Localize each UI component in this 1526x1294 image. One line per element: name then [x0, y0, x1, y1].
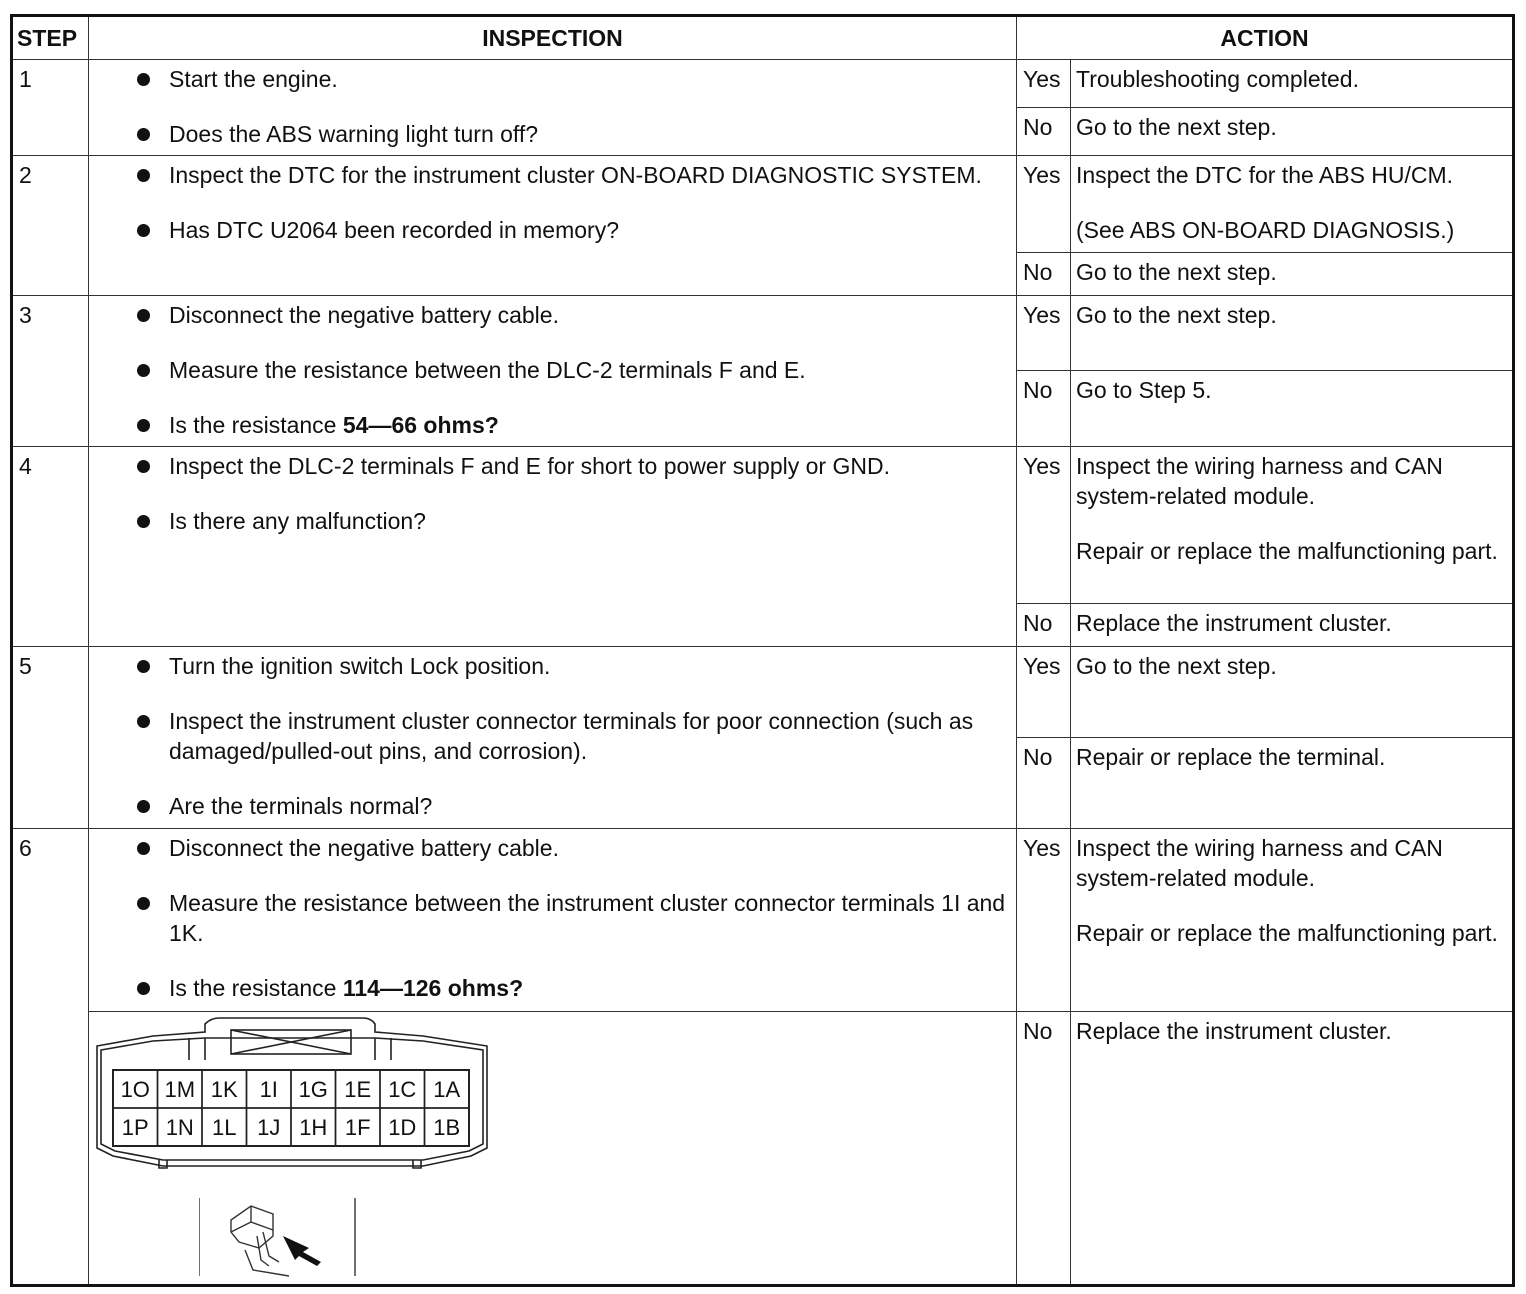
header-row — [12, 16, 1514, 60]
bullet-text: Is the resistance — [169, 412, 343, 438]
connector-diagram-cell — [89, 1012, 1017, 1286]
connector-face-diagram — [93, 1016, 493, 1176]
terminal-label: 1N — [165, 1115, 194, 1140]
terminal-label: 1H — [299, 1115, 328, 1140]
inspection-bullet: Inspect the DTC for the instrument cluster ON-BOARD DIAGNOSTIC SYSTEM. — [169, 160, 1016, 190]
no-action — [1071, 108, 1514, 156]
terminal-label: 1K — [210, 1077, 238, 1102]
action-text: (See ABS ON-BOARD DIAGNOSIS.) — [1076, 217, 1455, 243]
inspection-bullet — [169, 410, 1016, 440]
arrow-icon — [283, 1236, 321, 1266]
step-number: 1 — [12, 60, 89, 156]
step-4-yes-row — [12, 447, 1514, 604]
terminal-label: 1E — [344, 1077, 372, 1102]
yes-label: Yes — [1017, 156, 1071, 253]
yes-action — [1071, 156, 1514, 253]
terminal-label: 1G — [298, 1077, 328, 1102]
step-6-yes-row — [12, 829, 1514, 1012]
inspection-bullet: Are the terminals normal? — [169, 791, 1016, 821]
resistance-spec: 54—66 ohms? — [342, 412, 499, 438]
header-action: ACTION — [1017, 16, 1514, 60]
yes-label: Yes — [1017, 60, 1071, 108]
step-6-no-row — [12, 1012, 1514, 1286]
action-text: Go to the next step. — [1076, 302, 1277, 328]
yes-label: Yes — [1017, 829, 1071, 1012]
action-text: Repair or replace the terminal. — [1076, 744, 1386, 770]
yes-label: Yes — [1017, 447, 1071, 604]
yes-action — [1071, 296, 1514, 371]
no-label: No — [1017, 371, 1071, 447]
inspection-bullet — [169, 973, 1016, 1003]
terminal-label: 1I — [259, 1077, 278, 1102]
step-inspection — [89, 829, 1017, 1012]
step-3-yes-row — [12, 296, 1514, 371]
action-text: Repair or replace the malfunctioning part. — [1076, 920, 1498, 946]
terminal-label: 1B — [433, 1115, 461, 1140]
terminal-label: 1A — [433, 1077, 461, 1102]
header-inspection: INSPECTION — [89, 16, 1017, 60]
no-label: No — [1017, 1012, 1071, 1286]
step-number: 6 — [12, 829, 89, 1286]
terminal-label: 1C — [388, 1077, 417, 1102]
terminal-label: 1J — [257, 1115, 281, 1140]
yes-label: Yes — [1017, 296, 1071, 371]
step-5-yes-row — [12, 647, 1514, 738]
step-inspection — [89, 447, 1017, 647]
step-inspection — [89, 647, 1017, 829]
terminal-label: 1L — [212, 1115, 237, 1140]
action-text: Replace the instrument cluster. — [1076, 1018, 1392, 1044]
inspection-bullet: Measure the resistance between the DLC-2 terminals F and E. — [169, 355, 1016, 385]
terminal-label: 1D — [388, 1115, 417, 1140]
action-text: Inspect the DTC for the ABS HU/CM. — [1076, 162, 1454, 188]
terminal-detail-diagram — [199, 1196, 359, 1278]
inspection-bullet: Disconnect the negative battery cable. — [169, 833, 1016, 863]
troubleshooting-table — [10, 14, 1515, 1287]
no-label: No — [1017, 108, 1071, 156]
terminal-label: 1O — [120, 1077, 150, 1102]
action-text: Inspect the wiring harness and CAN system-related module. — [1076, 453, 1443, 509]
yes-action — [1071, 829, 1514, 1012]
action-text: Replace the instrument cluster. — [1076, 610, 1392, 636]
bullet-text: Is the resistance — [169, 975, 343, 1001]
inspection-bullet: Turn the ignition switch Lock position. — [169, 651, 1016, 681]
yes-action — [1071, 447, 1514, 604]
yes-action — [1071, 647, 1514, 738]
step-inspection — [89, 60, 1017, 156]
no-label: No — [1017, 738, 1071, 829]
action-text: Inspect the wiring harness and CAN system-related module. — [1076, 835, 1443, 891]
inspection-bullet: Has DTC U2064 been recorded in memory? — [169, 215, 1016, 245]
header-step: STEP — [12, 16, 89, 60]
action-text: Go to the next step. — [1076, 114, 1277, 140]
step-number: 4 — [12, 447, 89, 647]
terminal-label: 1M — [164, 1077, 196, 1102]
inspection-bullet: Measure the resistance between the instrument cluster connector terminals 1I and 1K. — [169, 888, 1016, 948]
action-text: Repair or replace the malfunctioning part. — [1076, 538, 1498, 564]
inspection-bullet: Start the engine. — [169, 64, 1016, 94]
inspection-bullet: Inspect the DLC-2 terminals F and E for short to power supply or GND. — [169, 451, 1016, 481]
action-text: Go to the next step. — [1076, 653, 1277, 679]
action-text: Troubleshooting completed. — [1076, 66, 1359, 92]
no-label: No — [1017, 604, 1071, 647]
no-action — [1071, 738, 1514, 829]
no-action — [1071, 371, 1514, 447]
step-number: 5 — [12, 647, 89, 829]
inspection-bullet: Disconnect the negative battery cable. — [169, 300, 1016, 330]
resistance-spec: 114—126 ohms? — [342, 975, 524, 1001]
terminal-label: 1F — [344, 1115, 371, 1140]
inspection-bullet: Does the ABS warning light turn off? — [169, 119, 1016, 149]
step-number: 3 — [12, 296, 89, 447]
step-2-yes-row — [12, 156, 1514, 253]
yes-action — [1071, 60, 1514, 108]
inspection-bullet: Is there any malfunction? — [169, 506, 1016, 536]
action-text: Go to Step 5. — [1076, 377, 1212, 403]
no-label: No — [1017, 253, 1071, 296]
step-inspection — [89, 296, 1017, 447]
inspection-bullet: Inspect the instrument cluster connector terminals for poor connection (such as damaged/pulled-out pins, and corrosion). — [169, 706, 1016, 766]
step-1-yes-row — [12, 60, 1514, 108]
terminal-label: 1P — [121, 1115, 149, 1140]
no-action — [1071, 1012, 1514, 1286]
action-text: Go to the next step. — [1076, 259, 1277, 285]
step-inspection — [89, 156, 1017, 296]
step-number: 2 — [12, 156, 89, 296]
yes-label: Yes — [1017, 647, 1071, 738]
connector-diagram — [89, 1012, 1016, 1284]
terminal-grid — [113, 1070, 469, 1146]
no-action — [1071, 604, 1514, 647]
no-action — [1071, 253, 1514, 296]
